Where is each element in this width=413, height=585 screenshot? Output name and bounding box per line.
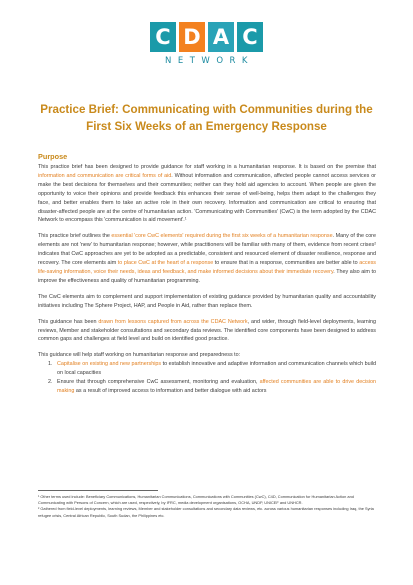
paragraph-2-text-c: to ensure that in a response, communities are better able to	[213, 260, 360, 267]
logo-tiles	[150, 22, 263, 52]
section-heading-purpose: Purpose	[38, 152, 68, 161]
list-item	[54, 360, 376, 378]
logo-tile-c2: C	[237, 22, 263, 52]
numbered-list	[38, 360, 376, 396]
paragraph-4-text-b: , and wider, through field-level deployments, learning reviews, Member and stakeholder consultations and secondary data reviews. The identified core components have been designed to address common gaps and challenges at field level and build on identified good practice.	[38, 318, 376, 343]
paragraph-2-highlight-2: to place CwC at the heart of a response	[117, 260, 214, 267]
paragraph-2-text-a: This practice brief outlines the	[38, 233, 112, 240]
paragraph-4-text-a: This guidance has been	[38, 318, 99, 325]
list-item-1-highlight: Capitalise on existing and new partnerships	[57, 361, 162, 368]
paragraph-2	[38, 232, 376, 285]
list-item-2-text-a: Ensure that through comprehensive CwC assessment, monitoring and evaluation,	[57, 379, 260, 386]
paragraph-1-highlight: information and communication are critical forms of aid	[38, 172, 172, 179]
footnote-2: ² Gathered from field-level deployments, learning reviews, Member and stakeholder consultations and secondary data reviews, etc. across various humanitarian responses including Iraq, the Syria refugee crisis, Central African Republic, South Sudan, the Philippines etc.	[38, 506, 374, 518]
paragraph-2-text-d: . They also aim to improve the effectiveness and quality of humanitarian programming.	[38, 268, 376, 284]
logo-subtitle: NETWORK	[165, 56, 254, 66]
paragraph-4-highlight: drawn from lessons captured from across the CDAC Network	[98, 318, 248, 325]
paragraph-2-highlight-3: access life-saving information, voice their needs, ideas and feedback, and make informed decisions about their immediate recovery	[38, 260, 376, 275]
paragraph-3: The CwC elements aim to complement and support implementation of existing guidance provided by humanitarian quality and accountability initiatives including The Sphere Project, HAP, and People in Aid, rather than replace them.	[38, 293, 376, 309]
paragraph-2-text-b: . Many of the core elements are not 'new' to humanitarian response; however, while practitioners will be familiar with many of them, evidence from recent crises² indicates that CwC approaches are yet to be adopted as a predictable, consistent and resourced element of disaster resilience, response and recovery. The core elements aim	[38, 233, 376, 267]
paragraph-4	[38, 318, 376, 345]
paragraph-5: This guidance will help staff working on humanitarian response and preparedness to:	[38, 352, 241, 359]
list-item	[54, 378, 376, 396]
logo-tile-a: A	[208, 22, 234, 52]
paragraph-1	[38, 163, 376, 225]
list-item-1-text: to establish innovative and adaptive information and communication channels which build on local capacities	[57, 361, 376, 377]
list-item-2-text-b: as a result of improved access to information and better dialogue with aid actors	[74, 387, 267, 394]
title-line-2: First Six Weeks of an Emergency Response	[86, 120, 327, 133]
paragraph-1-text-b: . Without information and communication, affected people cannot access services or make the best decisions for themselves and their communities; neither can they hold aid agencies to account. When people are given the opportunity to voice their opinions and provide feedback this enhances their sense of well-being, helps them adapt to the challenges they face, and better enables them to take an active role in their own recovery. Information and communication are critical to ensuring that disaster-affected people are at the centre of humanitarian action. 'Communicating with Communities' (CwC) is the term adopted by the CDAC Network to encompass this 'communication is aid movement'.¹	[38, 172, 376, 224]
footnotes	[38, 494, 376, 519]
footnote-1: ¹ Other terms used include: Beneficiary Communications, Humanitarian Communications, Communications with Communities (CwC), C4D, Communication for Humanitarian Action and Communicating with Persons of Concern, which are used, respectively, by IFRC, media development organisations, OCHA, UNDP, UNICEF and UNHCR.	[38, 494, 354, 506]
paragraph-1-text-a: This practice brief has been designed to provide guidance for staff working in a humanitarian response. It is based on the premise that	[38, 164, 376, 170]
cdac-network-logo	[0, 22, 413, 66]
page-title	[30, 101, 383, 135]
main-content	[38, 152, 376, 396]
list-item-2-highlight: affected communities are able to drive decision making	[57, 379, 376, 394]
logo-tile-c: C	[150, 22, 176, 52]
logo-tile-d: D	[179, 22, 205, 52]
footnote-divider	[38, 490, 158, 491]
title-line-1: Practice Brief: Communicating with Communities during the	[40, 103, 373, 116]
paragraph-2-highlight-1: essential 'core CwC elements' required during the first six weeks of a humanitarian response	[111, 233, 333, 240]
